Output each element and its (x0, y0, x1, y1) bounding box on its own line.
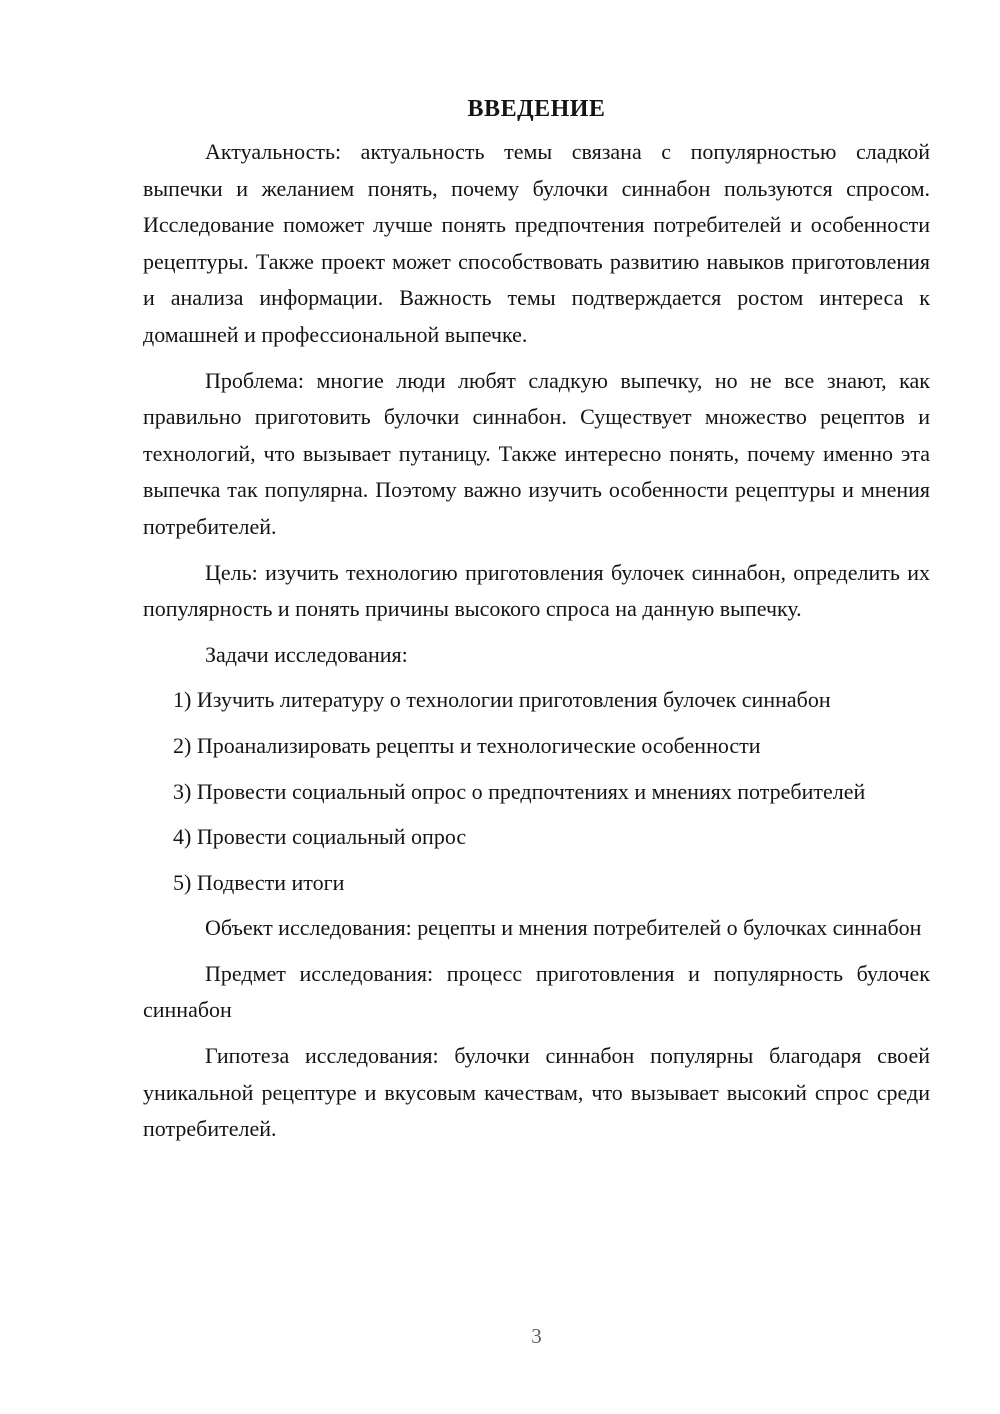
paragraph-predmet: Предмет исследования: процесс приготовления и популярность булочек синнабон (143, 960, 930, 1023)
page-content (143, 94, 930, 1148)
page-title: ВВЕДЕНИЕ (467, 96, 606, 122)
task-list-item-3: 3) Провести социальный опрос о предпочтениях и мнениях потребителей (173, 778, 866, 804)
task-list-item-2: 2) Проанализировать рецепты и технологические особенности (173, 732, 761, 758)
page-number: 3 (531, 1324, 542, 1348)
paragraph-aktualnost: Актуальность: актуальность темы связана с популярностью сладкой выпечки и желанием понять, почему булочки синнабон пользуются спросом. Исследование поможет лучше понять предпочтения потребителей и особенности рецептуры. Также проект может способствовать развитию навыков приготовления и анализа информации. Важность темы подтверждается ростом интереса к домашней и профессиональной выпечке. (143, 139, 930, 347)
paragraph-tsel: Цель: изучить технологию приготовления булочек синнабон, определить их популярность и понять причины высокого спроса на данную выпечку. (143, 559, 930, 622)
task-list-item-1: 1) Изучить литературу о технологии приготовления булочек синнабон (173, 687, 831, 713)
task-list-item-4: 4) Провести социальный опрос (173, 824, 467, 850)
paragraph-zadachi-heading: Задачи исследования: (205, 641, 408, 667)
task-list-item-5: 5) Подвести итоги (173, 869, 345, 895)
paragraph-problema: Проблема: многие люди любят сладкую выпечку, но не все знают, как правильно приготовить булочки синнабон. Существует множество рецептов и технологий, что вызывает путаницу. Также интересно понять, почему именно эта выпечка так популярна. Поэтому важно изучить особенности рецептуры и мнения потребителей. (143, 367, 930, 539)
paragraph-obekt: Объект исследования: рецепты и мнения потребителей о булочках синнабон (205, 915, 922, 941)
paragraph-gipoteza: Гипотеза исследования: булочки синнабон популярны благодаря своей уникальной рецептуре и вкусовым качествам, что вызывает высокий спрос среди потребителей. (143, 1043, 930, 1142)
